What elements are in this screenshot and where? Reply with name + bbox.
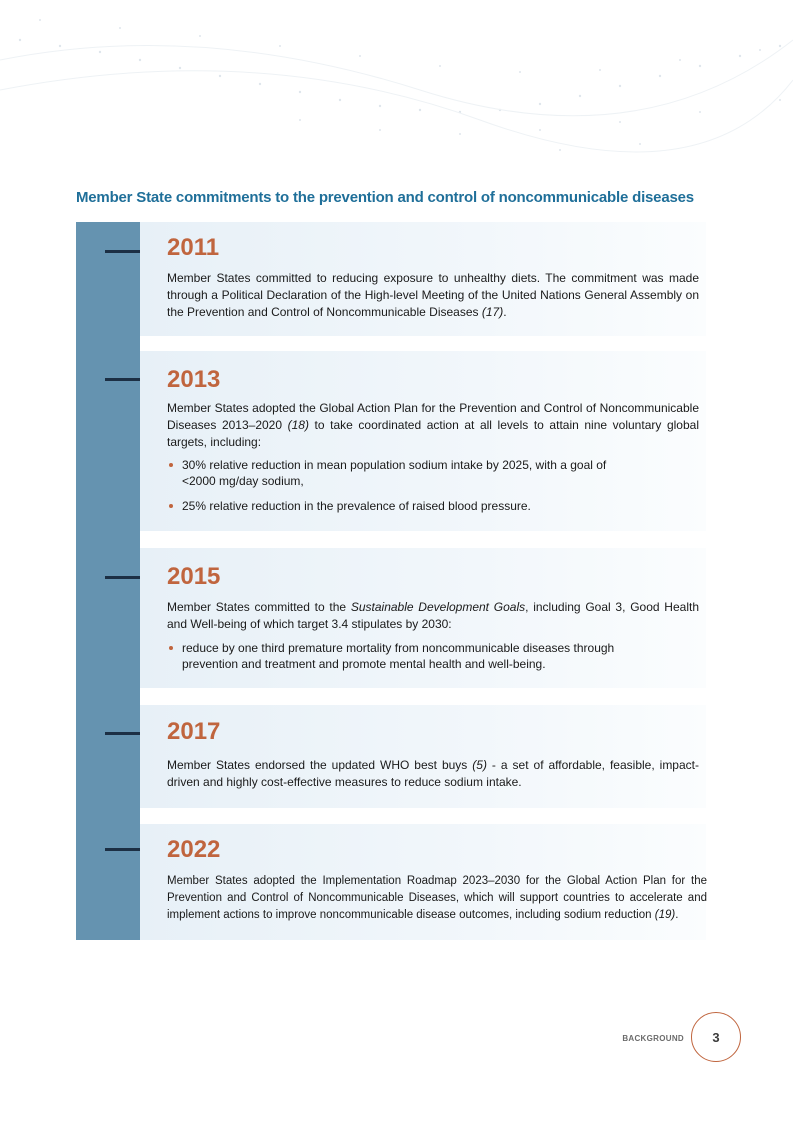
entry-year: 2011	[167, 234, 220, 261]
timeline-bar	[76, 222, 140, 940]
entry-year: 2015	[167, 563, 221, 590]
entry-year: 2022	[167, 836, 221, 863]
list-item: 30% relative reduction in mean population sodium intake by 2025, with a goal of <2000 mg/day sodium,	[167, 457, 642, 489]
entry-year: 2017	[167, 718, 221, 745]
page-number: 3	[691, 1012, 741, 1062]
entry-text: Member States committed to reducing exposure to unhealthy diets. The commitment was made through a Political Declaration of the High-level Meeting of the United Nations General Assembly on the Prevention and Control of Noncommunicable Diseases (17).	[167, 271, 699, 319]
entry-bullet-list	[167, 640, 687, 681]
timeline-entry-2017	[140, 705, 706, 808]
entry-text: Member States adopted the Implementation Roadmap 2023–2030 for the Global Action Plan for the Prevention and Control of Noncommunicable Diseases, which will support countries to accelerate and implement actions to improve noncommunicable disease outcomes, including sodium reduction (19).	[167, 875, 707, 921]
section-label: BACKGROUND	[622, 1034, 684, 1043]
entry-text: Member States endorsed the updated WHO best buys (5) - a set of affordable, feasible, impact-driven and highly cost-effective measures to reduce sodium intake.	[167, 758, 699, 789]
list-item: 25% relative reduction in the prevalence of raised blood pressure.	[167, 498, 687, 514]
entry-year: 2013	[167, 366, 221, 393]
timeline-entry-2015	[140, 548, 706, 688]
timeline-entry-2022	[140, 824, 706, 940]
decorative-dot-wave-header	[0, 0, 793, 170]
timeline-entry-2011	[140, 222, 706, 336]
entry-bullet-list	[167, 457, 687, 523]
timeline-entry-2013	[140, 351, 706, 531]
entry-text: Member States adopted the Global Action Plan for the Prevention and Control of Noncommunicable Diseases 2013–2020 (18) to take coordinated action at all levels to attain nine voluntary global targets, including:	[167, 401, 699, 449]
list-item: reduce by one third premature mortality from noncommunicable diseases through prevention and treatment and promote mental health and well-being.	[167, 640, 662, 672]
page-heading: Member State commitments to the prevention and control of noncommunicable diseases	[76, 189, 694, 206]
entry-text: Member States committed to the Sustainable Development Goals, including Goal 3, Good Health and Well-being of which target 3.4 stipulates by 2030:	[167, 600, 699, 631]
